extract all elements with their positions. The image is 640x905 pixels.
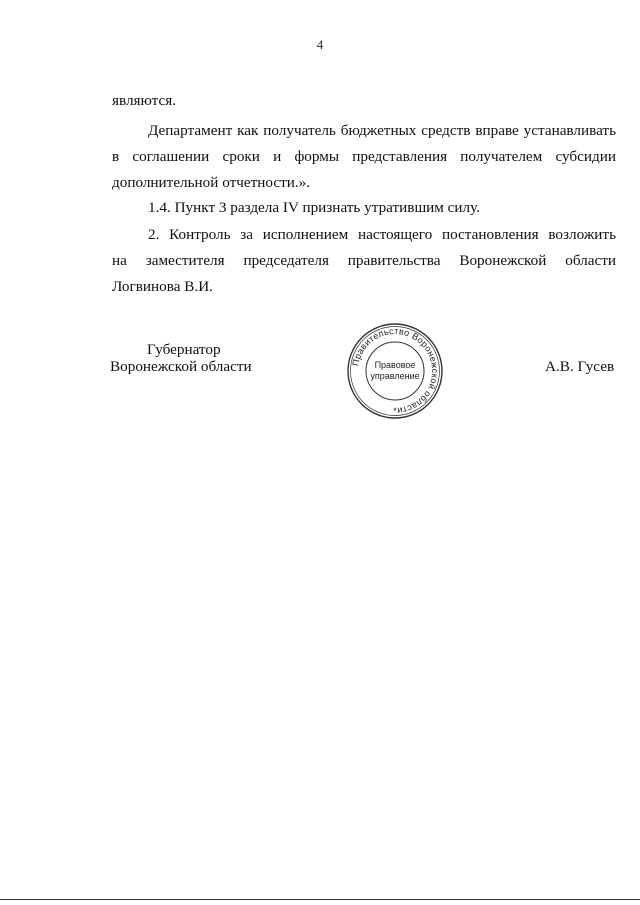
text-line: 2. Контроль за исполнением настоящего постановления возложить bbox=[148, 226, 616, 243]
text-line: на заместителя председателя правительства Воронежской области bbox=[112, 252, 616, 269]
paragraph-control-assignment bbox=[112, 222, 616, 300]
seal-center-line-2: управление bbox=[370, 371, 420, 381]
page-bottom-rule bbox=[0, 899, 640, 900]
page-number: 4 bbox=[316, 37, 324, 52]
paragraph-continuation bbox=[112, 88, 616, 114]
seal-center-line-1: Правовое bbox=[374, 360, 416, 370]
seal-star-icon: * bbox=[393, 406, 397, 416]
signatory-title: Губернатор bbox=[147, 341, 221, 358]
seal-ring-text: Правительство Воронежской области bbox=[350, 325, 441, 416]
paragraph-department-reporting bbox=[112, 118, 616, 196]
text-line: являются. bbox=[112, 92, 177, 109]
text-line: Департамент как получатель бюджетных средств вправе устанавливать bbox=[148, 122, 616, 139]
text-line: дополнительной отчетности.». bbox=[112, 174, 311, 191]
signatory-name: А.В. Гусев bbox=[545, 358, 615, 375]
official-seal bbox=[346, 322, 444, 420]
text-line: в соглашении сроки и формы представления получателем субсидии bbox=[112, 148, 616, 165]
text-line: 1.4. Пункт 3 раздела IV признать утратившим силу. bbox=[148, 199, 480, 216]
paragraph-clause-1-4 bbox=[112, 195, 616, 221]
text-line: Логвинова В.И. bbox=[112, 278, 213, 295]
signatory-region: Воронежской области bbox=[110, 358, 252, 375]
